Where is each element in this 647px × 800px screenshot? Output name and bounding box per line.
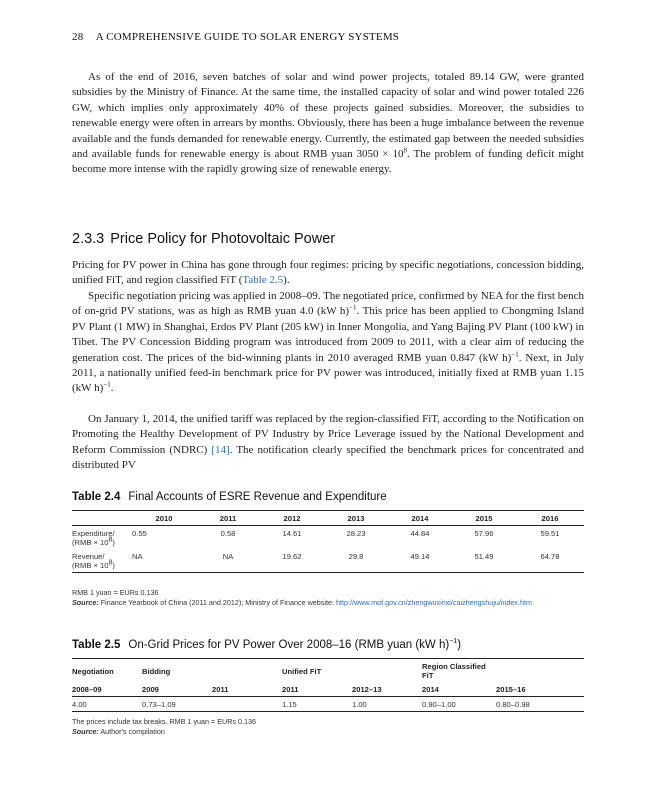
para3-end: . The notification clearly specified the benchmark prices for concentrated and distributed PV [72,443,584,472]
intro-text: As of the end of 2016, seven batches of solar and wind power projects, totaled 89.14 GW, were granted subsidies by the Ministry of Finance. At the same time, the installed capacity of solar and wind power totaled 226 GW, which implies only approximately 40% of these projects gained subsidies. Moreover, the subsidies to renewable energy were often in arrears by months. Obviously, there has been a huge imbalance between the revenue available and the funds demanded for renewable energy. Currently, the estimated gap between the needed subsidies and available funds for renewable energy is about RMB yuan 3050 × 10 [72,71,584,161]
table-cell: 0.80–0.98 [496,697,584,712]
intro-text-end: . The problem of funding deficit might become more intense with the rapidly growing size of renewable energy. [72,148,584,176]
section-number: 2.3.3 [72,231,105,247]
intro-sup: 8 [403,146,408,155]
source-text: Finance Yearbook of China (2011 and 2012); Ministry of Finance website: [100,598,336,607]
table-2-4-label: Table 2.4 [72,491,121,503]
row-unit: (RMB × 10 [72,561,109,570]
table-2-4-note: RMB 1 yuan = EURs 0.136 [72,588,159,597]
column-header: 2014 [388,511,452,526]
row-label [72,526,132,550]
section-title: Price Policy for Photovoltaic Power [110,231,336,247]
table-2-5-title: On-Grid Prices for PV Power Over 2008–16 (RMB yuan (kW h) [128,639,450,651]
table-row [72,526,584,550]
table-cell: 0.90–1.00 [422,697,496,712]
table-2-5-notes [72,717,584,737]
table-cell: 4.00 [72,697,142,712]
table-cell: 0.73–1.09 [142,697,212,712]
para2-text-a: Specific negotiation pricing was applied in 2008–09. The negotiated price, confirmed by NEA for the first bench of on-grid PV stations, was as high as RMB yuan 4.0 (kW h) [72,290,584,318]
column-header: 2009 [142,682,212,697]
table-row [72,549,584,573]
para2-text-b: . This price has been applied to Chongming Island PV Plant (1 MW) in Shanghai, Erdos PV Plant (205 kW) in Inner Mongolia, and Yang Bajing PV Plant (100 kW) in Tibet. The PV Concession Bidding program was introduced from 2009 to 2011, with a clear aim of reducing the generation cost. The prices of the bid-winning plants in 2010 averaged RMB yuan 0.847 (kW h) [72,305,584,364]
para1-end: ). [283,274,290,287]
table-cell: 59.51 [540,529,560,538]
intro-paragraph [72,70,584,178]
table-cell: 28.23 [346,529,366,538]
unit-sup: −1 [511,349,519,358]
table-cell: 51.49 [452,549,516,573]
table-esre-accounts [72,510,584,573]
table-cell: 57.96 [474,529,494,538]
table-cell: NA [196,549,260,573]
column-header: 2015–16 [496,682,584,697]
table-2-5-title-end: ) [457,639,462,651]
table-2-5-caption [72,639,461,651]
row-unit: (RMB × 10 [72,538,109,547]
row-unit-sup: 8 [108,536,113,544]
column-header: 2010 [132,511,196,526]
para3-text: On January 1, 2014, the unified tariff was replaced by the region-classified FiT, according to the Notification on Promoting the Healthy Development of PV Industry by Price Leverage issued by the National Development and Reform Commission (NDRC) [72,413,584,456]
table-2-4-notes [72,588,584,608]
table-cell: NA [132,549,196,573]
table-2-5-label: Table 2.5 [72,639,121,651]
group-header: Negotiation [72,659,142,683]
table-group-row [72,659,584,683]
page-number: 28 [72,31,84,43]
column-header: 2011 [212,682,282,697]
column-header: 2014 [422,682,496,697]
row-label [72,549,132,573]
table-cell: 0.55 [132,529,147,538]
table-cell: 64.78 [516,549,584,573]
paragraph-negotiation-pricing [72,289,584,397]
unit-sup: −1 [349,303,357,312]
group-header [496,659,584,683]
column-header: 2008–09 [72,682,142,697]
table-cell: 1.15 [282,697,352,712]
table-2-5-link[interactable]: Table 2.5 [242,274,284,287]
row-unit-end: ) [112,538,115,547]
table-cell: 14.61 [282,529,302,538]
row-unit-sup: 8 [108,559,113,567]
para2-text-c: . Next, in July 2011, a nationally unified feed-in benchmark price for PV power was introduced, initially fixed at RMB yuan 1.15 (kW h) [72,351,584,395]
table-cell: 44.84 [410,529,430,538]
table-cell: 1.00 [352,697,422,712]
column-header: 2016 [516,511,584,526]
column-header: 2012–13 [352,682,422,697]
row-unit-end: ) [112,561,115,570]
source-link[interactable]: http://www.mof.gov.cn/zhengwuxinxi/caizhengshuju/index.htm [335,598,532,607]
table-header-row [72,682,584,697]
column-header: 2011 [282,682,352,697]
table-2-4-caption [72,491,387,503]
paragraph-pricing-regimes [72,258,584,289]
table-cell: 49.14 [388,549,452,573]
table-2-4-title: Final Accounts of ESRE Revenue and Expenditure [128,491,387,503]
source-text: Author's compilation [100,727,165,736]
group-header [212,659,282,683]
column-header [72,511,132,526]
column-header: 2012 [260,511,324,526]
column-header: 2015 [452,511,516,526]
column-header: 2011 [196,511,260,526]
unit-sup: −1 [103,380,111,389]
running-header [72,31,399,43]
table-ongrid-prices [72,658,584,712]
source-label: Source: [72,727,99,736]
table-cell: 29.8 [324,549,388,573]
reference-14-link[interactable]: [14] [211,443,230,456]
para1-text: Pricing for PV power in China has gone through four regimes: pricing by specific negotiations, concession bidding, unified FiT, and region classified FiT ( [72,259,584,287]
table-header-row [72,511,584,526]
running-title: A COMPREHENSIVE GUIDE TO SOLAR ENERGY SYSTEMS [95,31,400,43]
group-header [352,659,422,683]
table-cell [212,697,282,712]
para2-text-d: . [110,382,114,395]
group-header: Bidding [142,659,212,683]
paragraph-region-classified-fit [72,412,584,474]
table-row [72,697,584,712]
group-header: Region Classified FiT [422,659,496,683]
column-header: 2013 [324,511,388,526]
section-heading [72,231,584,247]
row-label-text: Revenue/ [72,552,105,561]
table-cell: 19.62 [260,549,324,573]
table-2-5-note: The prices include tax breaks. RMB 1 yuan = EURs 0.136 [72,717,256,726]
title-sup: −1 [449,638,458,646]
row-label-text: Expenditure/ [72,529,115,538]
group-header: Unified FiT [282,659,352,683]
table-cell: 0.58 [220,529,236,538]
source-label: Source: [72,598,99,607]
